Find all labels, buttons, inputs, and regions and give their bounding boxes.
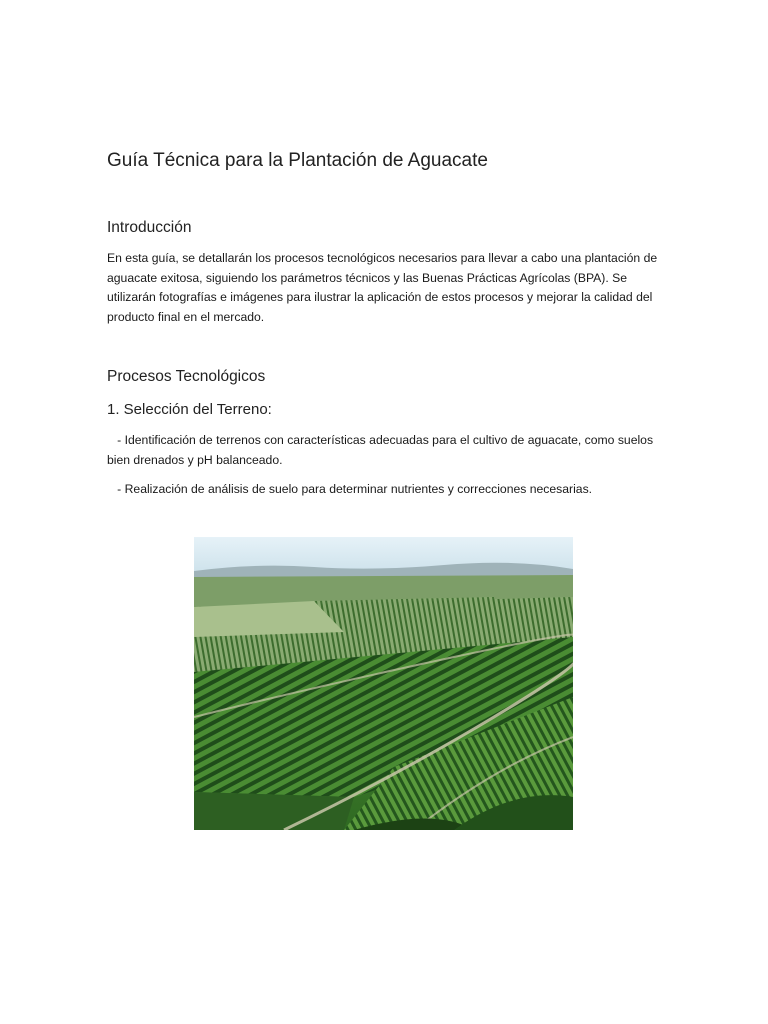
intro-paragraph: En esta guía, se detallarán los procesos tecnológicos necesarios para llevar a cabo una plantación de aguacate exitosa, siguiendo los parámetros técnicos y las Buenas Prácticas Agrícolas (BPA). Se utilizarán fotografías e imágenes para ilustrar la aplicación de estos procesos y mejorar la calidad del producto final en el mercado. <box>107 251 658 324</box>
step1-bullet-2: - Realización de análisis de suelo para determinar nutrientes y correcciones necesarias. <box>107 482 593 496</box>
step1-heading: 1. Selección del Terreno: <box>107 401 272 418</box>
step1-bullet-1: - Identificación de terrenos con características adecuadas para el cultivo de aguacate, como suelos bien drenados y pH balanceado. <box>107 433 657 467</box>
aerial-field-image <box>194 537 573 830</box>
processes-heading: Procesos Tecnológicos <box>107 368 266 385</box>
document-title: Guía Técnica para la Plantación de Aguacate <box>107 150 488 171</box>
intro-heading: Introducción <box>107 219 192 236</box>
avocado-plantation-photo <box>194 537 573 830</box>
